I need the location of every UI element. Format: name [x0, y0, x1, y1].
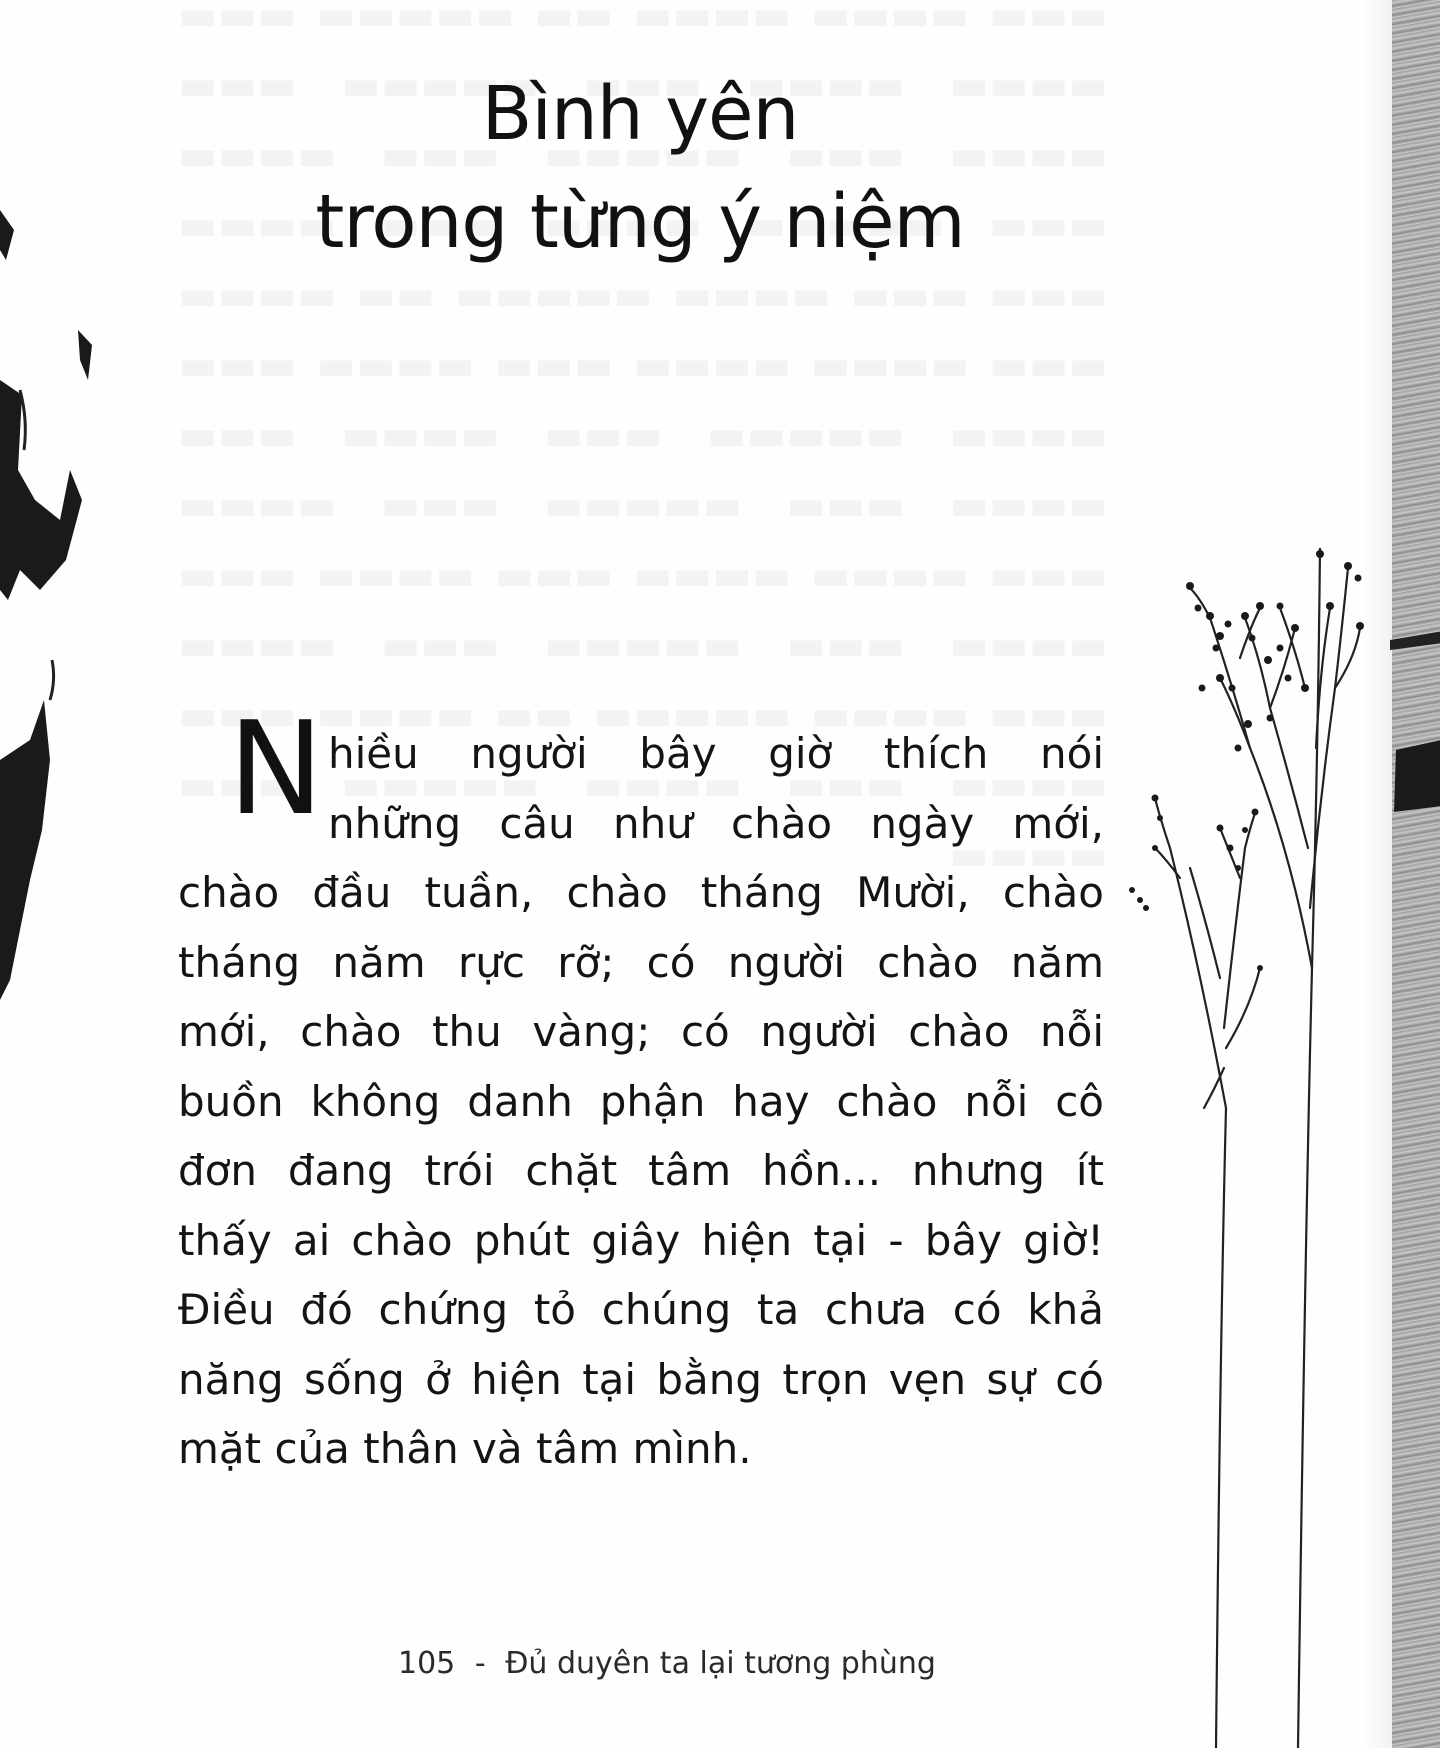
paragraph-line: thấy ai chào phút giây hiện tại - bây giờ!	[178, 1215, 1104, 1265]
paragraph-line: tháng năm rực rỡ; có người chào năm	[178, 937, 1104, 987]
paragraph-line: mới, chào thu vàng; có người chào nỗi	[178, 1007, 1104, 1056]
page-footer	[398, 1646, 936, 1681]
paragraph-line: những câu như chào ngày mới,	[328, 798, 1104, 848]
paragraph-line: năng sống ở hiện tại bằng trọn vẹn sự có	[178, 1354, 1104, 1404]
page-number: 105	[398, 1646, 456, 1681]
page-title	[240, 60, 1040, 276]
drop-cap: N	[228, 695, 324, 844]
body-paragraph	[178, 719, 1104, 1484]
paragraph-line: đơn đang trói chặt tâm hồn... nhưng ít	[178, 1146, 1104, 1195]
paragraph-line: Điều đó chứng tỏ chúng ta chưa có khả	[178, 1285, 1104, 1334]
paragraph-line: hiều người bây giờ thích nói	[328, 729, 1104, 778]
dried-flower-illustration	[1120, 548, 1380, 1748]
adjacent-page-edge	[1392, 0, 1440, 1748]
book-title: Đủ duyên ta lại tương phùng	[505, 1646, 936, 1681]
left-ink-edge	[0, 0, 110, 1100]
right-ink-marks	[1390, 620, 1440, 840]
title-line-1: Bình yên	[481, 71, 799, 157]
paragraph-line: chào đầu tuần, chào tháng Mười, chào	[178, 868, 1104, 917]
paragraph-line: mặt của thân và tâm mình.	[178, 1424, 752, 1473]
footer-separator: -	[474, 1646, 486, 1681]
title-line-2: trong từng ý niệm	[315, 179, 965, 265]
paragraph-line: buồn không danh phận hay chào nỗi cô	[178, 1076, 1104, 1126]
